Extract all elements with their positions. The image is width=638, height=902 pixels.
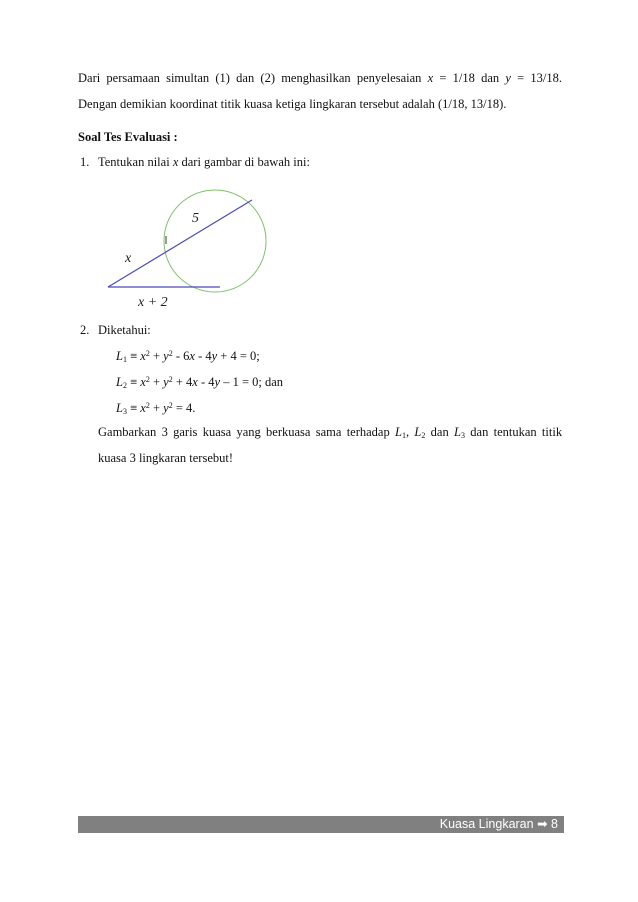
eq3-part: x [140, 401, 146, 415]
eq2-part: x [140, 375, 146, 389]
eq1-part: + [149, 349, 164, 363]
q1-figure [0, 0, 638, 330]
eq2-part: – 1 = 0; dan [220, 375, 284, 389]
var-x: x [427, 71, 434, 85]
q1-number: 1. [80, 155, 90, 169]
q1-text-pre: Tentukan nilai [98, 155, 170, 169]
eq2-part: y [163, 375, 169, 389]
eq3-sub: 3 [122, 407, 127, 416]
figure-label-x: x [125, 251, 132, 266]
figure-secant-line [108, 200, 252, 287]
footer-title: Kuasa Lingkaran [439, 817, 534, 831]
eq2-part: 2 [145, 375, 150, 384]
intro-text: Dari persamaan simultan (1) dan (2) menghasilkan penyelesaian [78, 71, 422, 85]
q1-var-x: x [172, 155, 179, 169]
eq3-part: = 4. [172, 401, 196, 415]
eq3-part: + [149, 401, 164, 415]
q2-task-line-1 [98, 425, 562, 440]
eq1-part: - 6 [172, 349, 190, 363]
eq2-part: - 4 [197, 375, 215, 389]
task-sub1: 1 [401, 431, 406, 440]
footer-text [440, 816, 558, 833]
eq1-part: 2 [145, 349, 150, 358]
eq1-L: L [116, 349, 123, 363]
var-y: y [505, 71, 511, 85]
eq2-part: + [149, 375, 164, 389]
task-L2: L [414, 425, 422, 439]
footer-bar [78, 816, 564, 833]
eq2-part: x [192, 375, 198, 389]
q2-equation-2 [116, 375, 283, 390]
eq1-part: 2 [168, 349, 173, 358]
task-L3: L [454, 425, 461, 439]
eq1-part: x [140, 349, 146, 363]
x-value: = 1/18 dan [439, 71, 500, 85]
q2-number: 2. [80, 323, 90, 337]
q2-equation-1 [116, 349, 260, 364]
q1-text-post: dari gambar di bawah ini: [181, 155, 310, 169]
eq3-part: 2 [145, 401, 150, 410]
y-value: = 13/18. [517, 71, 563, 85]
eq1-part: - 4 [194, 349, 212, 363]
figure-label-5: 5 [192, 211, 199, 226]
eq2-L: L [116, 375, 123, 389]
eq2-sub: 2 [122, 381, 127, 390]
task-sub3: 3 [460, 431, 465, 440]
eq2-part: + 4 [172, 375, 193, 389]
task-sep: , [405, 425, 410, 439]
intro-line-2: Dengan demikian koordinat titik kuasa ketiga lingkaran tersebut adalah (1/18, 13/18). [78, 97, 507, 111]
eq3-part: y [163, 401, 169, 415]
task-text: Gambarkan 3 garis kuasa yang berkuasa sama terhadap [98, 425, 390, 439]
task-dan: dan [430, 425, 449, 439]
eq3-part: 2 [168, 401, 173, 410]
eq2-part: y [214, 375, 221, 389]
eq1-sub: 1 [122, 355, 127, 364]
figure-label-x-plus-2: x + 2 [138, 295, 168, 310]
eq1-part: y [163, 349, 169, 363]
task-sub2: 2 [421, 431, 426, 440]
q2-task-line-2: kuasa 3 lingkaran tersebut! [98, 451, 234, 465]
eq3-L: L [116, 401, 123, 415]
section-title: Soal Tes Evaluasi : [78, 130, 178, 144]
q2-equation-3 [116, 401, 195, 416]
eq2-part: 2 [168, 375, 173, 384]
eq1-part: ≡ [130, 349, 141, 363]
task-L1: L [395, 425, 402, 439]
arrow-right-icon: ➡ [537, 817, 548, 831]
q2-intro: Diketahui: [98, 323, 151, 337]
page-number: 8 [551, 817, 558, 831]
eq3-part: ≡ [130, 401, 141, 415]
eq1-part: + 4 = 0; [217, 349, 260, 363]
eq1-part: y [211, 349, 218, 363]
eq2-part: ≡ [130, 375, 141, 389]
figure-circle [164, 190, 266, 292]
task-post: dan tentukan titik [470, 425, 563, 439]
eq1-part: x [189, 349, 195, 363]
